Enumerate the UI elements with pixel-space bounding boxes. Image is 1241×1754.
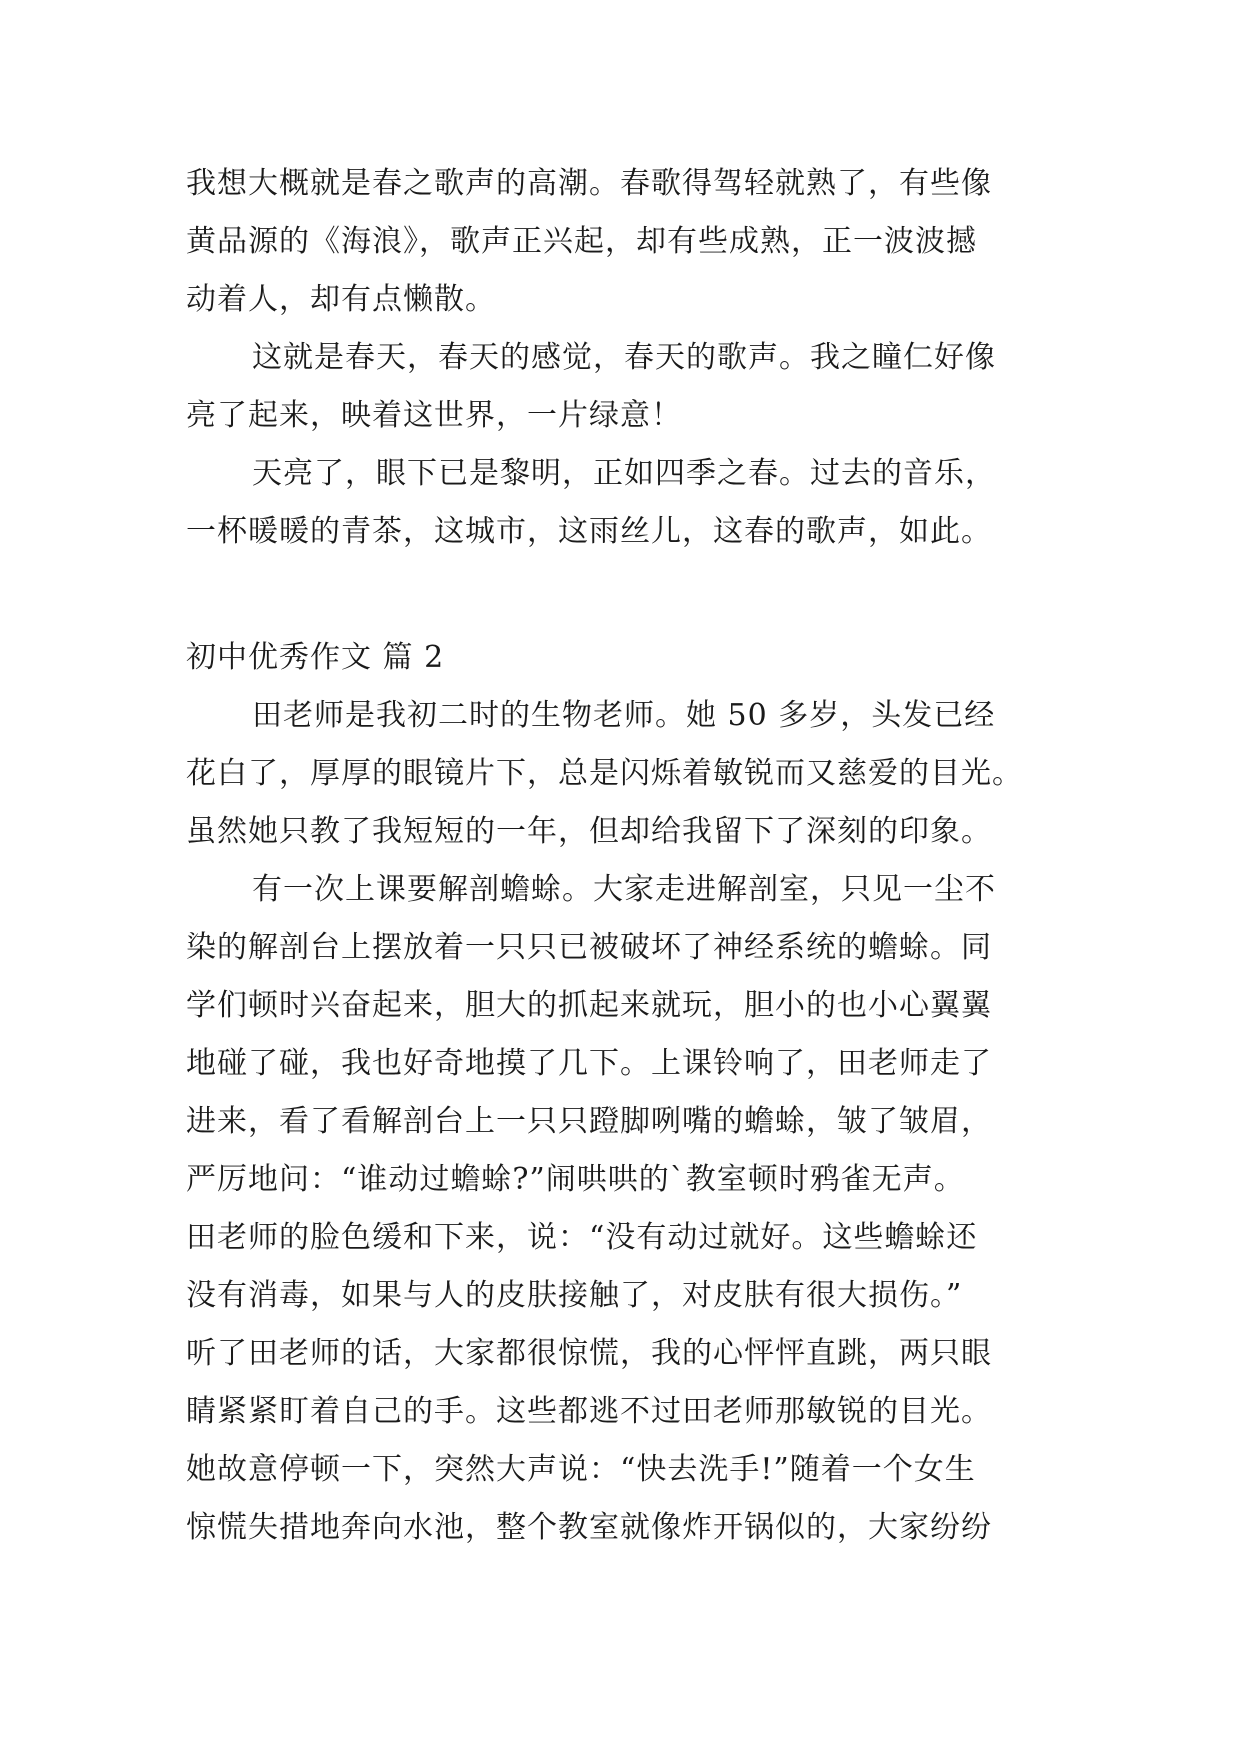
paragraph-line: 田老师是我初二时的生物老师。她 50 多岁，头发已经 <box>252 698 996 733</box>
paragraph-line: 进来，看了看解剖台上一只只蹬脚咧嘴的蟾蜍，皱了皱眉， <box>186 1104 992 1139</box>
paragraph-line: 她故意停顿一下，突然大声说：“快去洗手!”随着一个女生 <box>186 1452 976 1487</box>
paragraph-line: 听了田老师的话，大家都很惊慌，我的心怦怦直跳，两只眼 <box>186 1336 992 1371</box>
paragraph-line: 动着人，却有点懒散。 <box>186 282 496 317</box>
paragraph-line: 我想大概就是春之歌声的高潮。春歌得驾轻就熟了，有些像 <box>186 166 992 201</box>
paragraph-line: 染的解剖台上摆放着一只只已被破坏了神经系统的蟾蜍。同 <box>186 930 992 965</box>
paragraph-line: 亮了起来，映着这世界，一片绿意！ <box>186 398 682 433</box>
document-body <box>186 155 1066 1557</box>
paragraph-line: 田老师的脸色缓和下来，说：“没有动过就好。这些蟾蜍还 <box>186 1220 978 1255</box>
paragraph-line: 虽然她只教了我短短的一年，但却给我留下了深刻的印象。 <box>186 814 992 849</box>
paragraph-line: 严厉地问：“谁动过蟾蜍?”闹哄哄的`教室顿时鸦雀无声。 <box>186 1162 965 1197</box>
paragraph-line: 花白了，厚厚的眼镜片下，总是闪烁着敏锐而又慈爱的目光。 <box>186 756 1023 791</box>
paragraph-line: 没有消毒，如果与人的皮肤接触了，对皮肤有很大损伤。” <box>186 1278 963 1313</box>
section-heading: 初中优秀作文 篇 2 <box>186 640 445 675</box>
paragraph-line: 这就是春天，春天的感觉，春天的歌声。我之瞳仁好像 <box>252 340 996 375</box>
paragraph-line: 有一次上课要解剖蟾蜍。大家走进解剖室，只见一尘不 <box>252 872 996 907</box>
paragraph-line: 一杯暖暖的青茶，这城市，这雨丝儿，这春的歌声，如此。 <box>186 514 992 549</box>
paragraph-line: 学们顿时兴奋起来，胆大的抓起来就玩，胆小的也小心翼翼 <box>186 988 992 1023</box>
paragraph-line: 天亮了，眼下已是黎明，正如四季之春。过去的音乐， <box>252 456 996 491</box>
section-spacer <box>186 561 1066 629</box>
paragraph-line: 惊慌失措地奔向水池，整个教室就像炸开锅似的，大家纷纷 <box>186 1510 992 1545</box>
paragraph-line: 地碰了碰，我也好奇地摸了几下。上课铃响了，田老师走了 <box>186 1046 992 1081</box>
paragraph-line: 睛紧紧盯着自己的手。这些都逃不过田老师那敏锐的目光。 <box>186 1394 992 1429</box>
paragraph-line: 黄品源的《海浪》，歌声正兴起，却有些成熟，正一波波撼 <box>186 224 977 259</box>
